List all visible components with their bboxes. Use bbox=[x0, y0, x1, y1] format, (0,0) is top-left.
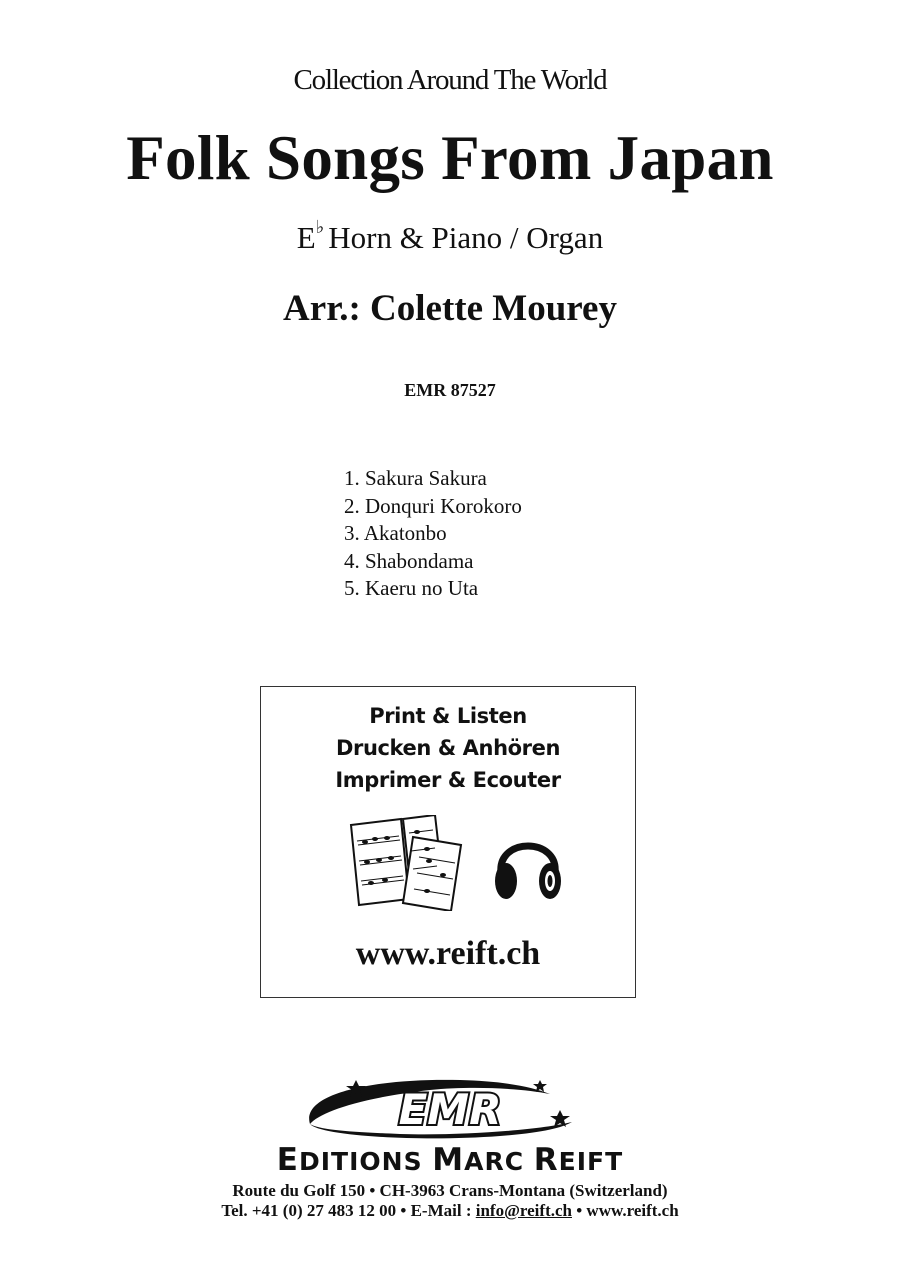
contact-website: • www.reift.ch bbox=[571, 1201, 679, 1220]
email-link[interactable]: info@reift.ch bbox=[475, 1201, 572, 1220]
publisher-address: Route du Golf 150 • CH-3963 Crans-Montana (Switzerland) bbox=[232, 1181, 668, 1200]
publisher-part-arc: ARC bbox=[464, 1147, 534, 1176]
promo-url: www.reift.ch bbox=[355, 935, 541, 972]
publisher-name bbox=[0, 1142, 900, 1178]
promo-line-german: Drucken & Anhören bbox=[335, 736, 561, 760]
publisher-contact bbox=[0, 1201, 900, 1221]
instrument-key: E bbox=[296, 220, 316, 255]
page-title: Folk Songs From Japan bbox=[126, 123, 774, 193]
print-listen-box bbox=[260, 686, 636, 998]
publisher-part-eift: EIFT bbox=[558, 1147, 624, 1176]
promo-line-french: Imprimer & Ecouter bbox=[335, 768, 561, 792]
list-item: 2. Donquri Korokoro bbox=[344, 493, 522, 518]
catalog-number: EMR 87527 bbox=[404, 380, 496, 400]
publisher-initial-r: R bbox=[533, 1142, 559, 1178]
instrumentation bbox=[0, 216, 900, 256]
headphones-icon bbox=[493, 825, 563, 905]
list-item: 1. Sakura Sakura bbox=[344, 466, 487, 490]
publisher-initial-e: E bbox=[276, 1142, 299, 1178]
list-item: 3. Akatonbo bbox=[344, 521, 447, 545]
sheet-music-icon bbox=[343, 815, 473, 911]
instrument-text: Horn & Piano / Organ bbox=[328, 220, 604, 255]
collection-title: Collection Around The World bbox=[293, 64, 607, 96]
emr-logo bbox=[300, 1072, 600, 1144]
contact-phone: Tel. +41 (0) 27 483 12 00 • E-Mail : bbox=[221, 1201, 476, 1220]
song-list bbox=[344, 465, 522, 603]
flat-sign: ♭ bbox=[315, 216, 325, 237]
logo-text: EMR bbox=[398, 1085, 502, 1134]
list-item: 4. Shabondama bbox=[344, 548, 474, 573]
publisher-initial-m: M bbox=[432, 1142, 465, 1178]
arranger: Arr.: Colette Mourey bbox=[283, 288, 617, 329]
publisher-part-ditions: DITIONS bbox=[298, 1147, 433, 1176]
promo-line-english: Print & Listen bbox=[369, 704, 527, 728]
list-item: 5. Kaeru no Uta bbox=[344, 576, 479, 600]
